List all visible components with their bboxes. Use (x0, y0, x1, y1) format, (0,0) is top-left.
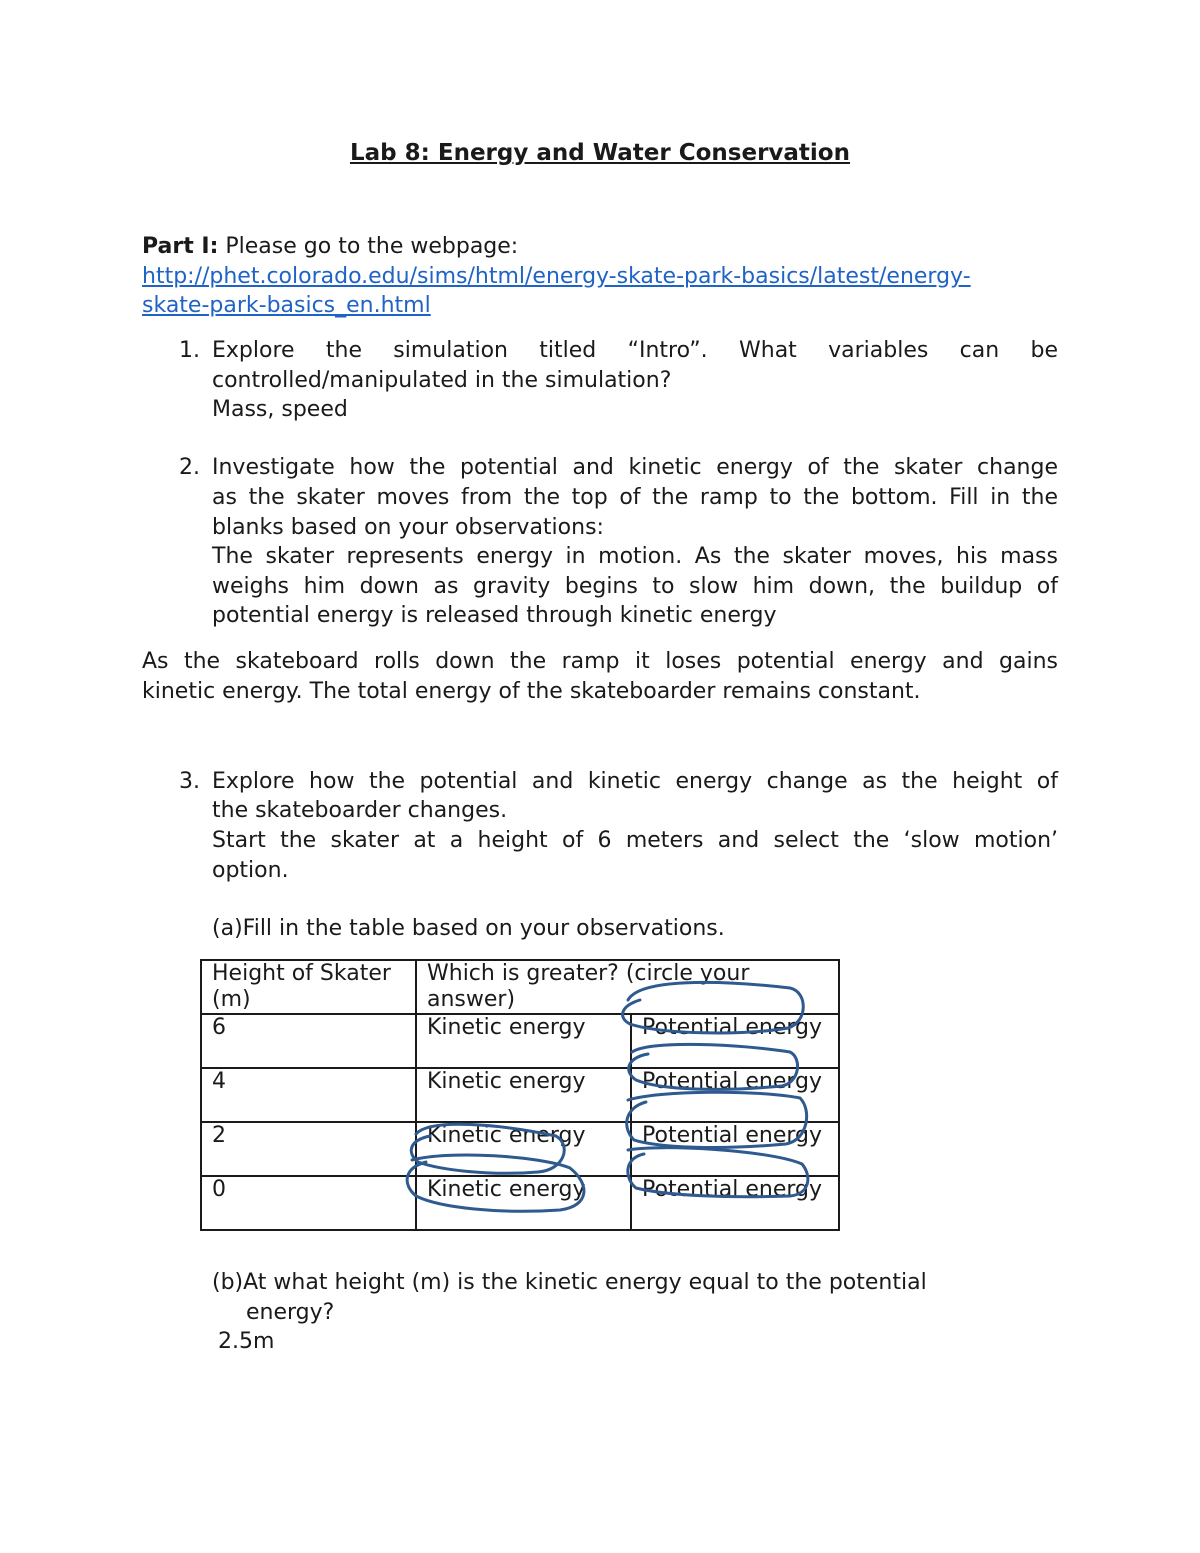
q3-line2: the skateboarder changes. (212, 798, 508, 823)
row-height: 0 (201, 1176, 416, 1230)
q2-line3: blanks based on your observations: (212, 515, 604, 540)
potential-option[interactable]: Potential energy (631, 1068, 839, 1122)
q1-number: 1. (179, 338, 200, 363)
q1-line1: Explore the simulation titled “Intro”. What variables can be (212, 338, 1058, 363)
potential-option[interactable]: Potential energy (631, 1014, 839, 1068)
q3-line1: Explore how the potential and kinetic energy change as the height of (212, 769, 1058, 794)
q3a-prompt: (a)Fill in the table based on your observations. (212, 916, 725, 941)
q3-number: 3. (179, 769, 200, 794)
header-which: Which is greater? (circle your answer) (416, 960, 839, 1014)
q3-line4: option. (212, 858, 289, 883)
q3b-prompt-line1: (b)At what height (m) is the kinetic energy equal to the potential (212, 1270, 927, 1295)
kinetic-option[interactable]: Kinetic energy (416, 1068, 631, 1122)
q1-line2: controlled/manipulated in the simulation? (212, 368, 672, 393)
potential-option[interactable]: Potential energy (631, 1176, 839, 1230)
row-height: 6 (201, 1014, 416, 1068)
observation-table (200, 959, 840, 1231)
row-height: 4 (201, 1068, 416, 1122)
para-line1: As the skateboard rolls down the ramp it loses potential energy and gains (142, 649, 1058, 674)
table-header-row (201, 960, 839, 1014)
table-row (201, 1068, 839, 1122)
q2-line1: Investigate how the potential and kinetic energy of the skater change (212, 455, 1058, 480)
q3b-answer: 2.5m (218, 1329, 275, 1354)
part1-label: Part I: (142, 234, 219, 259)
q3b-prompt-line2: energy? (246, 1300, 335, 1325)
url-link-line1[interactable]: http://phet.colorado.edu/sims/html/energy-skate-park-basics/latest/energy- (142, 264, 971, 289)
part1-intro (142, 232, 518, 262)
q2-line2: as the skater moves from the top of the ramp to the bottom. Fill in the (212, 485, 1058, 510)
kinetic-option[interactable]: Kinetic energy (416, 1122, 631, 1176)
kinetic-option[interactable]: Kinetic energy (416, 1014, 631, 1068)
part1-text: Please go to the webpage: (218, 234, 519, 259)
q1-answer: Mass, speed (212, 397, 348, 422)
url-link-line2[interactable]: skate-park-basics_en.html (142, 293, 431, 318)
q3-line3: Start the skater at a height of 6 meters and select the ‘slow motion’ (212, 828, 1058, 853)
kinetic-option[interactable]: Kinetic energy (416, 1176, 631, 1230)
q2-number: 2. (179, 455, 200, 480)
table-row (201, 1176, 839, 1230)
para-line2: kinetic energy. The total energy of the skateboarder remains constant. (142, 679, 921, 704)
table-row (201, 1122, 839, 1176)
row-height: 2 (201, 1122, 416, 1176)
header-height: Height of Skater (m) (201, 960, 416, 1014)
q2-answer-line2: weighs him down as gravity begins to slow him down, the buildup of (212, 574, 1058, 599)
potential-option[interactable]: Potential energy (631, 1122, 839, 1176)
page-title: Lab 8: Energy and Water Conservation (350, 140, 850, 166)
q2-answer-line1: The skater represents energy in motion. As the skater moves, his mass (212, 544, 1058, 569)
table-row (201, 1014, 839, 1068)
q2-answer-line3: potential energy is released through kinetic energy (212, 603, 777, 628)
